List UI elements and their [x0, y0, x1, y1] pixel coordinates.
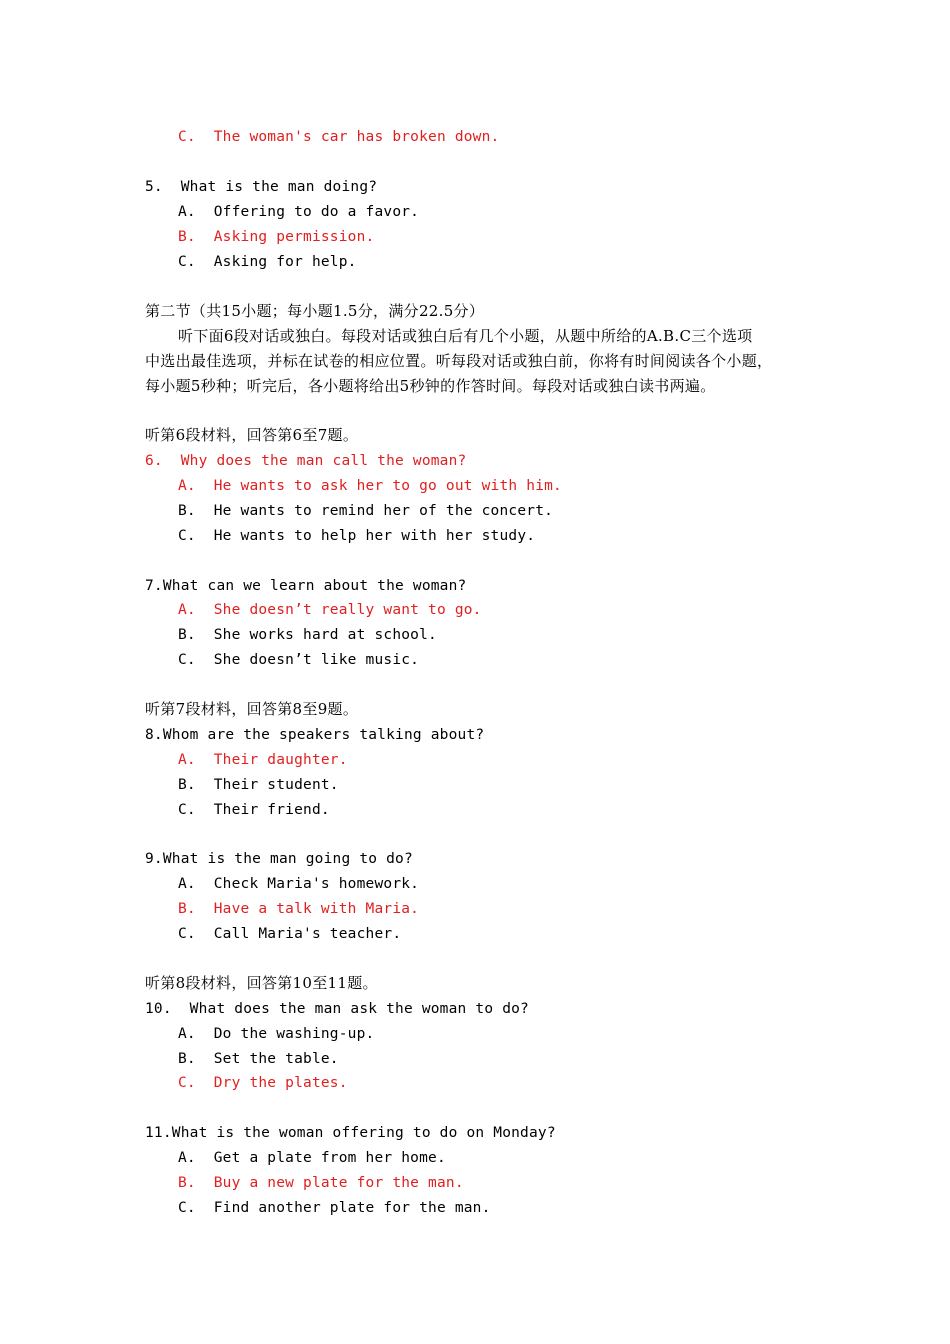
- group7-intro: 听第7段材料，回答第8至9题。: [145, 700, 359, 718]
- q6-question: 6. Why does the man call the woman?: [145, 453, 467, 469]
- section2-instructions-line3: 每小题5秒种；听完后，各小题将给出5秒钟的作答时间。每段对话或独白读书两遍。: [145, 377, 716, 395]
- q6-option-c: C. He wants to help her with her study.: [178, 528, 536, 544]
- q11-option-a: A. Get a plate from her home.: [178, 1150, 446, 1166]
- q7-question: 7.What can we learn about the woman?: [145, 578, 467, 594]
- section2-instructions-line2: 中选出最佳选项，并标在试卷的相应位置。听每段对话或独白前，你将有时间阅读各个小题，: [145, 352, 773, 370]
- q8-question: 8.Whom are the speakers talking about?: [145, 727, 485, 743]
- q8-option-a-answer: A. Their daughter.: [178, 752, 348, 768]
- section2-instructions-line1: 听下面6段对话或独白。每段对话或独白后有几个小题，从题中所给的A.B.C三个选项: [178, 327, 753, 345]
- q9-question: 9.What is the man going to do?: [145, 851, 413, 867]
- q10-question: 10. What does the man ask the woman to do?: [145, 1001, 529, 1017]
- q7-option-a-answer: A. She doesn’t really want to go.: [178, 602, 482, 618]
- q5-option-c: C. Asking for help.: [178, 254, 357, 270]
- q4-option-c-answer: C. The woman's car has broken down.: [178, 129, 500, 145]
- q10-option-a: A. Do the washing-up.: [178, 1026, 375, 1042]
- q9-option-c: C. Call Maria's teacher.: [178, 926, 402, 942]
- q9-option-b-answer: B. Have a talk with Maria.: [178, 901, 420, 917]
- q8-option-c: C. Their friend.: [178, 802, 330, 818]
- section2-header: 第二节（共15小题；每小题1.5分，满分22.5分）: [145, 302, 485, 320]
- q5-option-b-answer: B. Asking permission.: [178, 229, 375, 245]
- q6-option-b: B. He wants to remind her of the concert.: [178, 503, 554, 519]
- q11-question: 11.What is the woman offering to do on Monday?: [145, 1125, 556, 1141]
- q5-option-a: A. Offering to do a favor.: [178, 204, 420, 220]
- q6-option-a-answer: A. He wants to ask her to go out with him.: [178, 478, 562, 494]
- q10-option-b: B. Set the table.: [178, 1051, 339, 1067]
- group8-intro: 听第8段材料，回答第10至11题。: [145, 974, 378, 992]
- q7-option-b: B. She works hard at school.: [178, 627, 437, 643]
- q7-option-c: C. She doesn’t like music.: [178, 652, 420, 668]
- group6-intro: 听第6段材料，回答第6至7题。: [145, 426, 359, 444]
- q11-option-b-answer: B. Buy a new plate for the man.: [178, 1175, 464, 1191]
- q9-option-a: A. Check Maria's homework.: [178, 876, 420, 892]
- q5-question: 5. What is the man doing?: [145, 179, 378, 195]
- q11-option-c: C. Find another plate for the man.: [178, 1200, 491, 1216]
- q10-option-c-answer: C. Dry the plates.: [178, 1075, 348, 1091]
- q8-option-b: B. Their student.: [178, 777, 339, 793]
